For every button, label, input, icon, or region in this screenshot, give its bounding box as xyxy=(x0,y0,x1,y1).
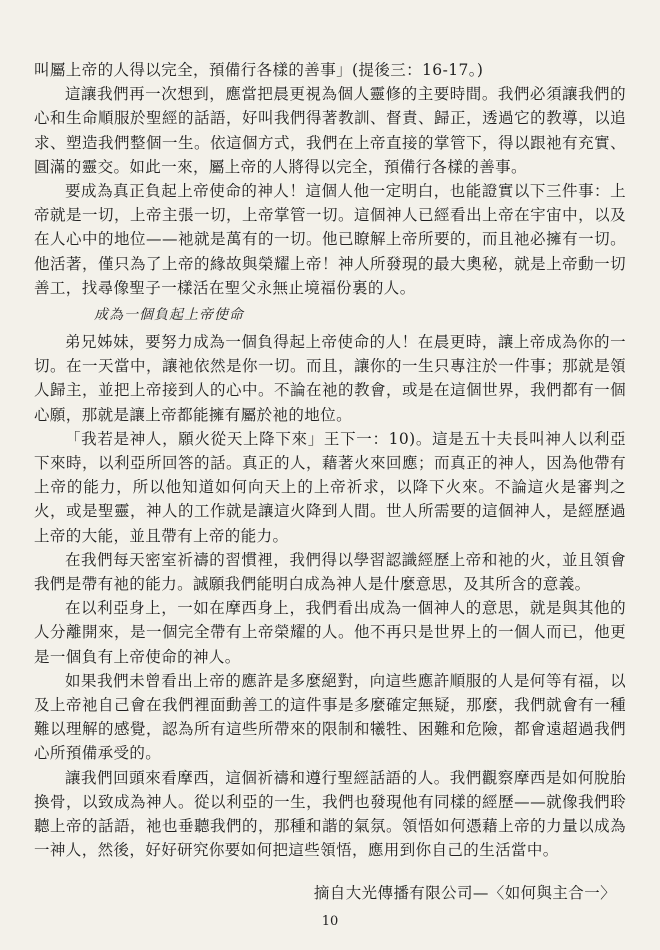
paragraph-7: 在以利亞身上，一如在摩西身上，我們看出成為一個神人的意思，就是與其他的人分離開來，是一個完全帶有上帝榮耀的人。他不再只是世界上的一個人而已，他更是一個負有上帝使命的神人。 xyxy=(34,599,626,666)
page-number: 10 xyxy=(321,914,339,929)
paragraph-3: 要成為真正負起上帝使命的神人！這個人他一定明白，也能證實以下三件事：上帝就是一切，上帝主張一切，上帝掌管一切。這個神人已經看出上帝在宇宙中，以及在人心中的地位——祂就是萬有的一切。他已瞭解上帝所要的，而且祂必擁有一切。他活著，僅只為了上帝的緣故與榮耀上帝！神人所發現的最大奧秘，就是上帝動一切善工，找尋像聖子一樣活在聖父永無止境福份裏的人。 xyxy=(34,182,626,297)
paragraph-1: 叫屬上帝的人得以完全，預備行各樣的善事」(提後三：16-17。) xyxy=(34,61,484,79)
paragraph-4: 弟兄姊妹，要努力成為一個負得起上帝使命的人！在晨更時，讓上帝成為你的一切。在一天當中，讓祂依然是你一切。而且，讓你的一生只專注於一件事；那就是領人歸主，並把上帝接到人的心中。不論在祂的教會，或是在這個世界，我們都有一個心願，那就是讓上帝都能擁有屬於祂的地位。 xyxy=(34,333,626,424)
paragraph-9: 讓我們回頭來看摩西，這個祈禱和遵行聖經話語的人。我們觀察摩西是如何脫胎換骨，以致成為神人。從以利亞的一生，我們也發現他有同樣的經歷——就像我們聆聽上帝的話語，祂也垂聽我們的，那種和諧的氣氛。領悟如何憑藉上帝的力量以成為一神人，然後，好好研究你要如何把這些領悟，應用到你自己的生活當中。 xyxy=(34,768,626,860)
section-subheading: 成為一個負起上帝使命 xyxy=(94,307,244,324)
paragraph-5: 「我若是神人，願火從天上降下來」王下一：10)。這是五十夫長叫神人以利亞下來時，以利亞所回答的話。真正的人，藉著火來回應；而真正的神人，因為他帶有上帝的能力，所以他知道如何向天上的上帝祈求，以降下火來。不論這火是審判之火，或是聖靈，神人的工作就是讓這火降到人間。世人所需要的這個神人，是經歷過上帝的大能，並且帶有上帝的能力。 xyxy=(34,429,626,545)
paragraph-6: 在我們每天密室祈禱的習慣裡，我們得以學習認識經歷上帝和祂的火，並且領會我們是帶有祂的能力。誠願我們能明白成為神人是什麼意思，及其所含的意義。 xyxy=(34,550,626,594)
paragraph-2: 這讓我們再一次想到，應當把晨更視為個人靈修的主要時間。我們必須讓我們的心和生命順服於聖經的話語，好叫我們得著教訓、督責、歸正，透過它的教導，以追求、塑造我們整個一生。依這個方式，我們在上帝直接的掌管下，得以跟祂有充實、圓滿的靈交。如此一來，屬上帝的人將得以完全，預備行各樣的善事。 xyxy=(34,85,626,176)
paragraph-8: 如果我們未曾看出上帝的應許是多麼絕對，向這些應許順服的人是何等有福，以及上帝祂自己會在我們裡面動善工的這件事是多麼確定無疑，那麼，我們就會有一種難以理解的感覺，認為所有這些所帶來的限制和犧牲、困難和危險，都會遠超過我們心所預備承受的。 xyxy=(34,671,626,763)
source-attribution: 摘自大光傳播有限公司—〈如何與主合一〉 xyxy=(313,883,616,902)
